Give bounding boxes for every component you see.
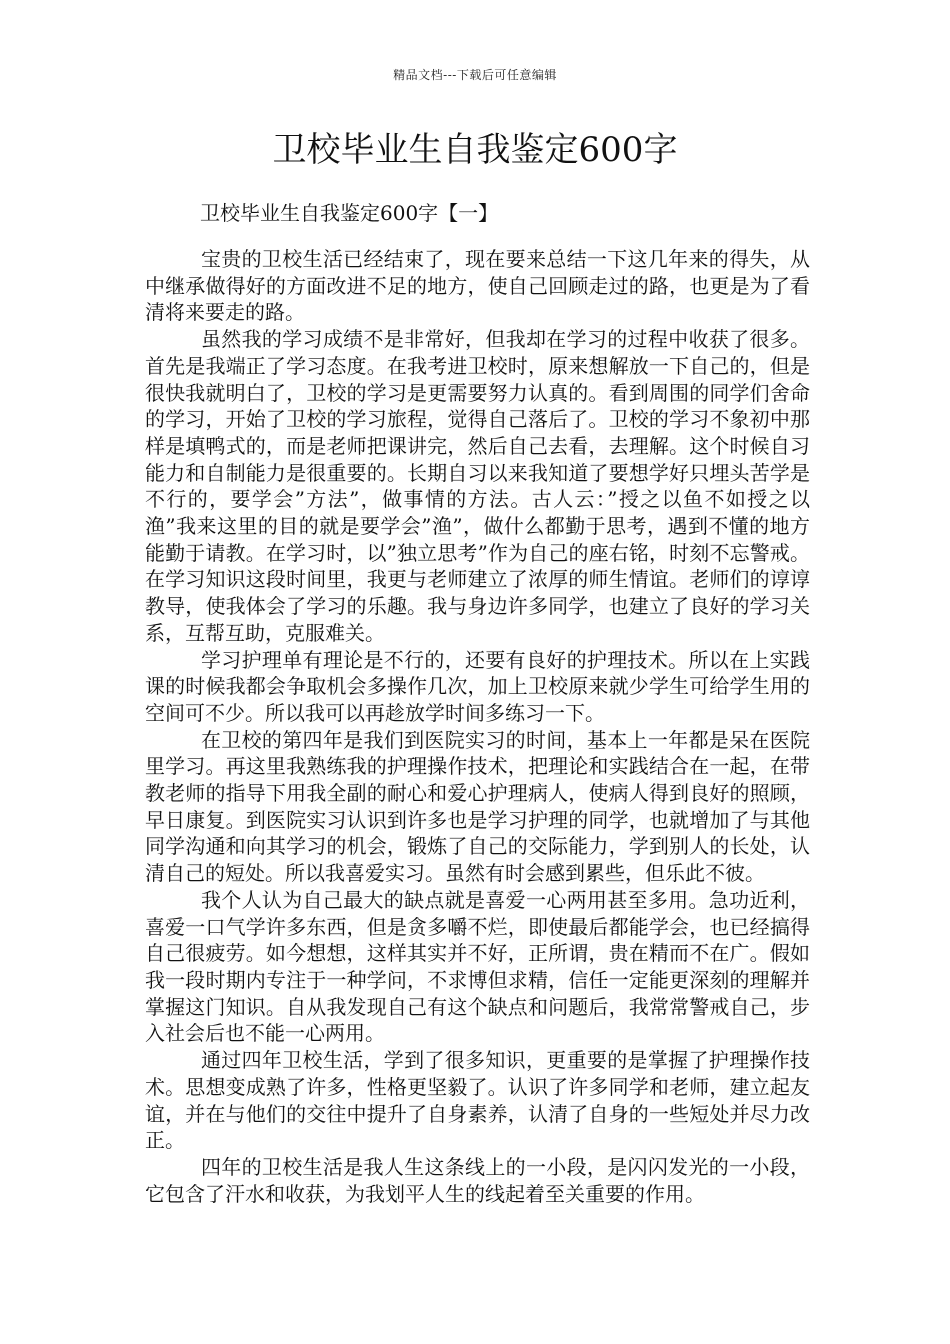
section-heading: 卫校毕业生自我鉴定600字【一】 (200, 201, 499, 225)
paragraph: 在卫校的第四年是我们到医院实习的时间，基本上一年都是呆在医院里学习。再这里我熟练我的护理操作技术，把理论和实践结合在一起，在带教老师的指导下用我全副的耐心和爱心护理病人，使病人得到良好的照顾，早日康复。到医院实习认识到许多也是学习护理的同学，也就增加了与其他同学沟通和向其学习的机会，锻炼了自己的交际能力，学到别人的长处，认清自己的短处。所以我喜爱实习。虽然有时会感到累些，但乐此不彼。 (145, 727, 810, 886)
document-title: 卫校毕业生自我鉴定600字 (272, 130, 678, 170)
paragraph: 四年的卫校生活是我人生这条线上的一小段，是闪闪发光的一小段，它包含了汗水和收获，为我划平人生的线起着至关重要的作用。 (145, 1154, 810, 1206)
paragraph: 虽然我的学习成绩不是非常好，但我却在学习的过程中收获了很多。首先是我端正了学习态度。在我考进卫校时，原来想解放一下自己的，但是很快我就明白了，卫校的学习是更需要努力认真的。看到周围的同学们舍命的学习，开始了卫校的学习旅程，觉得自己落后了。卫校的学习不象初中那样是填鸭式的，而是老师把课讲完，然后自己去看，去理解。这个时候自习能力和自制能力是很重要的。长期自习以来我知道了要想学好只埋头苦学是不行的，要学会”方法”，做事情的方法。古人云：”授之以鱼不如授之以渔”我来这里的目的就是要学会”渔”，做什么都勤于思考，遇到不懂的地方能勤于请教。在学习时，以”独立思考”作为自己的座右铭，时刻不忘警戒。在学习知识这段时间里，我更与老师建立了浓厚的师生情谊。老师们的谆谆教导，使我体会了学习的乐趣。我与身边许多同学，也建立了良好的学习关系，互帮互助，克服难关。 (145, 327, 810, 645)
paragraph: 宝贵的卫校生活已经结束了，现在要来总结一下这几年来的得失，从中继承做得好的方面改进不足的地方，使自己回顾走过的路，也更是为了看清将来要走的路。 (145, 247, 810, 325)
paragraph: 学习护理单有理论是不行的，还要有良好的护理技术。所以在上实践课的时候我都会争取机会多操作几次，加上卫校原来就少学生可给学生用的空间可不少。所以我可以再趁放学时间多练习一下。 (145, 647, 810, 725)
document-body (145, 246, 810, 1207)
page-header-note: 精品文档---下载后可任意编辑 (393, 68, 557, 82)
paragraph: 通过四年卫校生活，学到了很多知识，更重要的是掌握了护理操作技术。思想变成熟了许多，性格更坚毅了。认识了许多同学和老师，建立起友谊，并在与他们的交往中提升了自身素养，认清了自身的一些短处并尽力改正。 (145, 1048, 810, 1153)
paragraph: 我个人认为自己最大的缺点就是喜爱一心两用甚至多用。急功近利，喜爱一口气学许多东西，但是贪多嚼不烂，即使最后都能学会，也已经搞得自己很疲劳。如今想想，这样其实并不好，正所谓，贵在精而不在广。假如我一段时期内专注于一种学问，不求博但求精，信任一定能更深刻的理解并掌握这门知识。自从我发现自己有这个缺点和问题后，我常常警戒自己，步入社会后也不能一心两用。 (145, 887, 810, 1046)
